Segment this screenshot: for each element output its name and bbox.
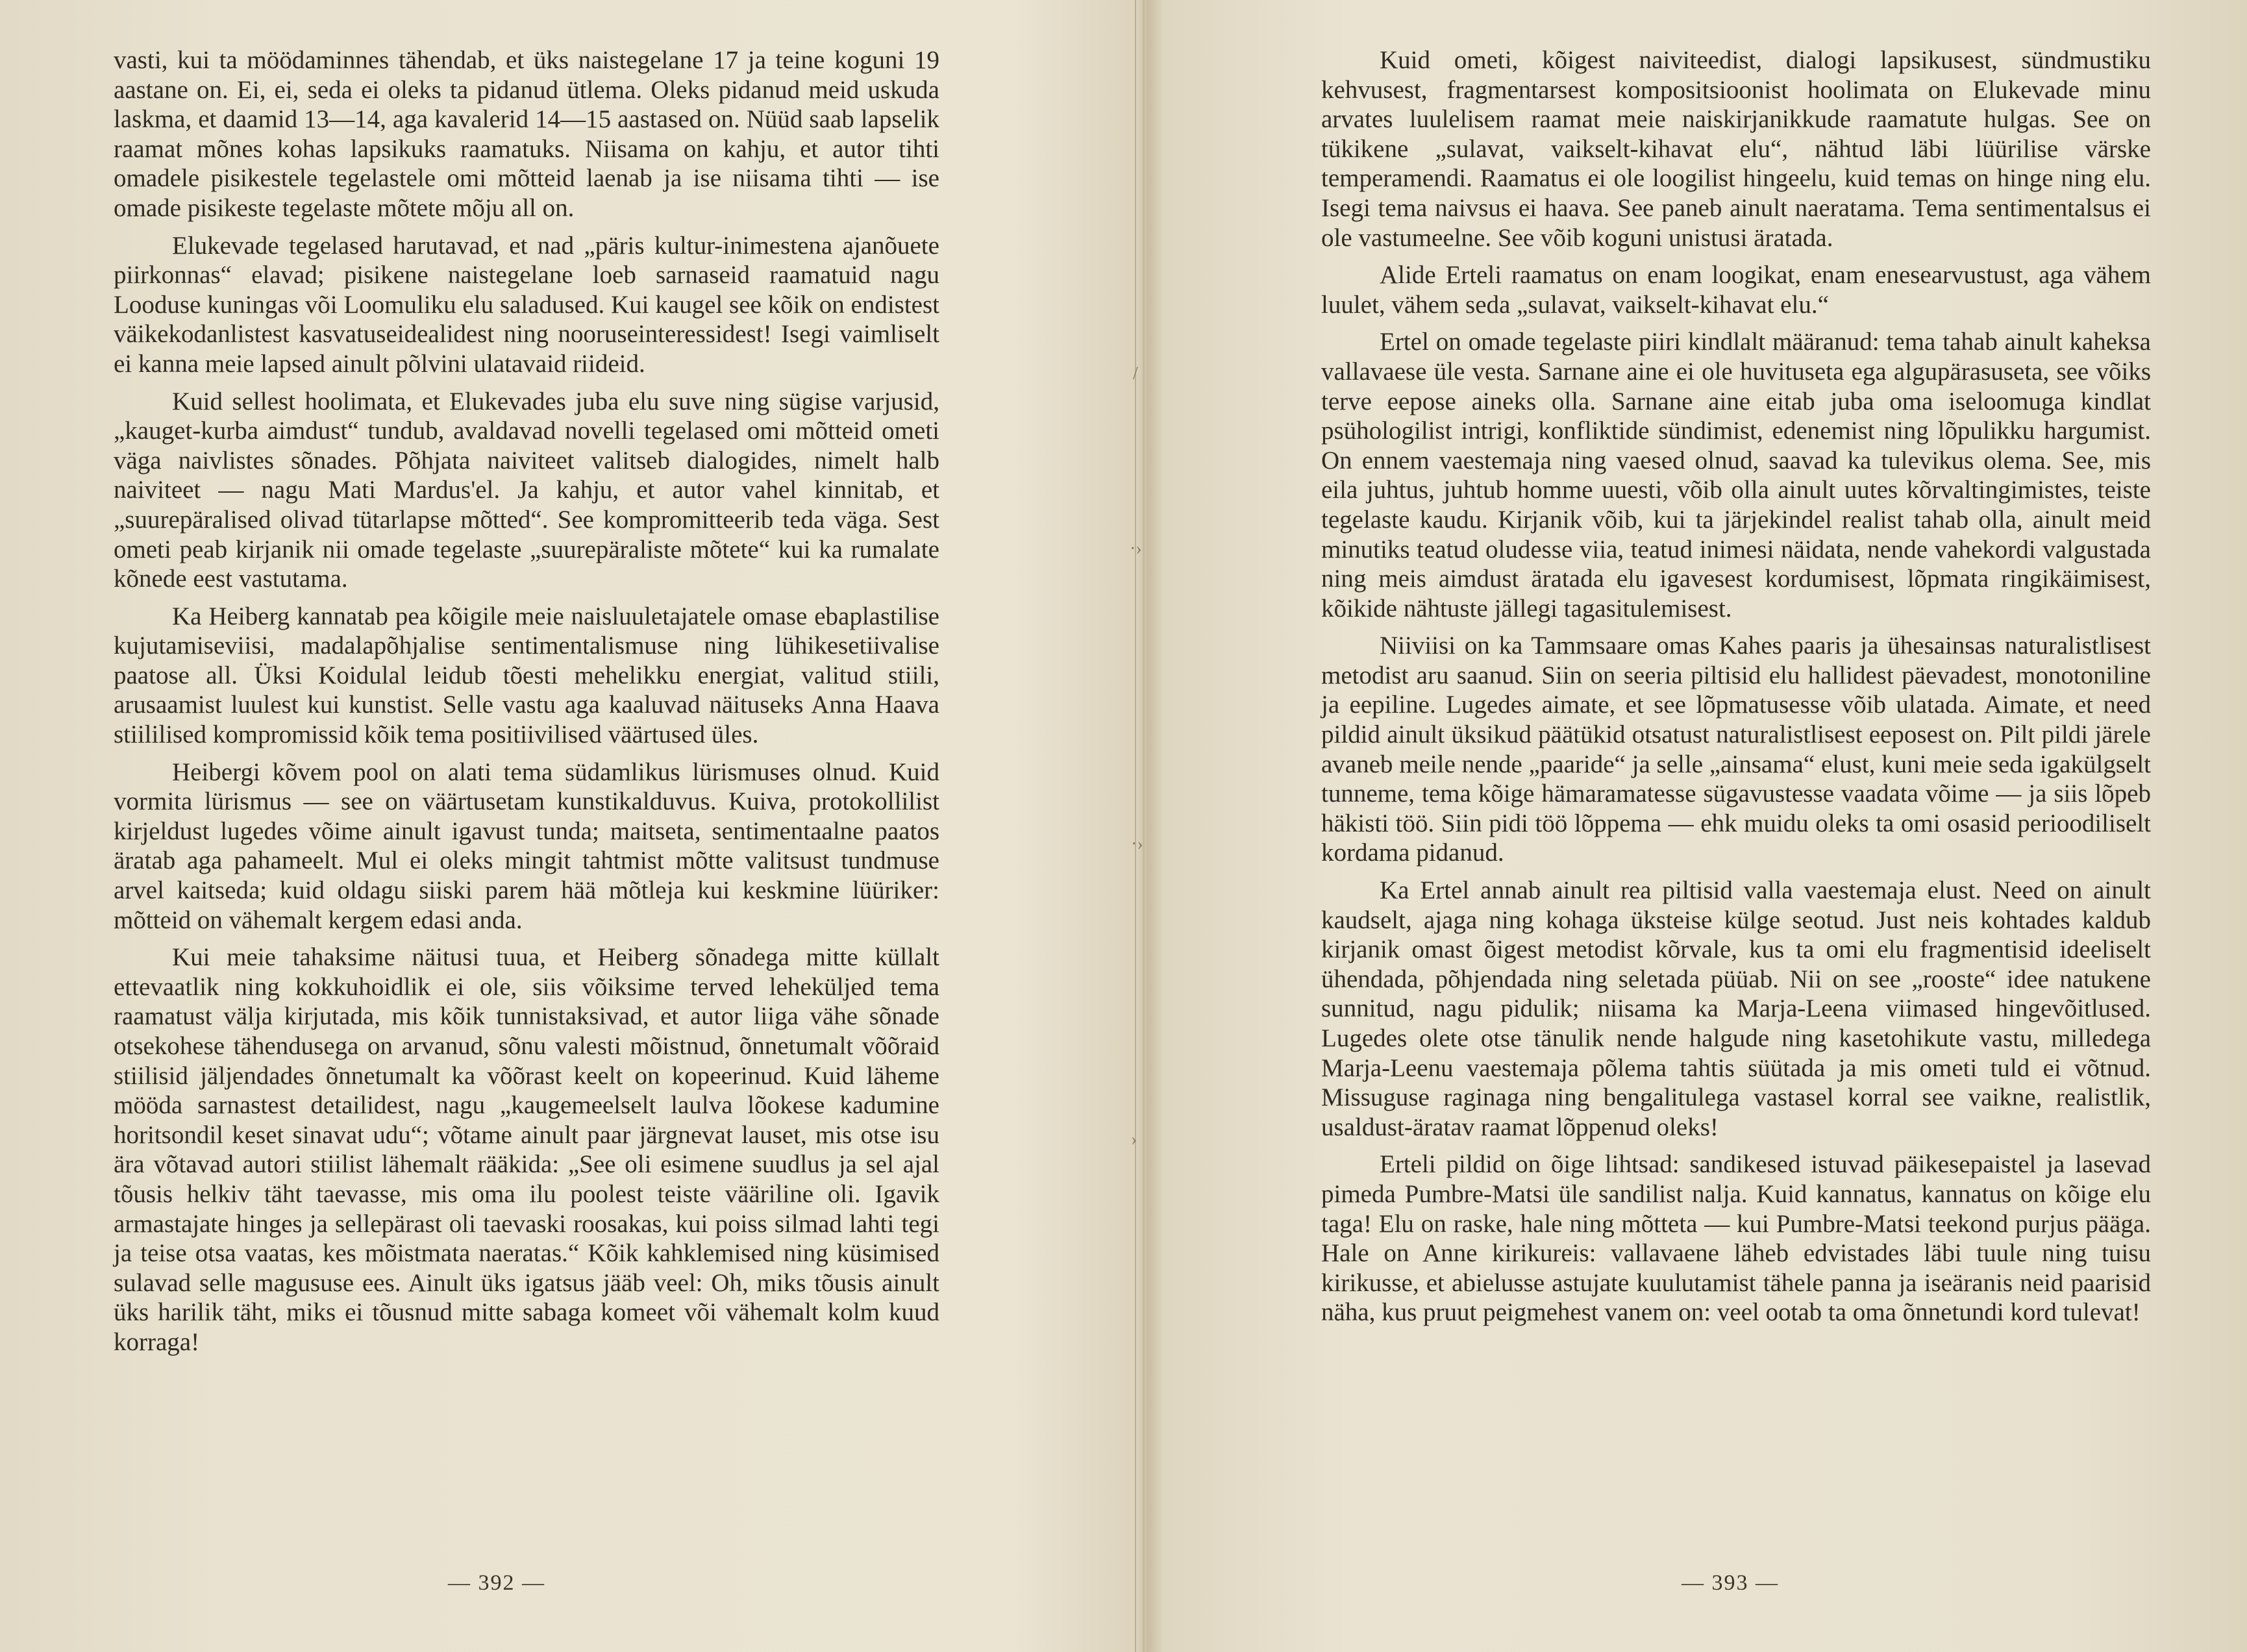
book-gutter-shadow (1143, 0, 1145, 1652)
paragraph: Kuid sellest hoolimata, et Elukevades juba elu suve ning sügise varjusid, „kauget-kurba aimdust“ tundub, avaldavad novelli tegelased omi mõtteid ometi väga naivlistes sõnades. Põhjata naiviteet valitseb dialogides, nimelt halb naiviteet — nagu Mati Mardus'el. Ja kahju, et autor vahel kinnitab, et „suurepäralised olivad tütarlapse mõtted“. See kompromitteerib teda väga. Sest ometi peab kirjanik nii omade tegelaste „suurepäraliste mõtete“ kui ka rumalate kõnede eest vastutama. (114, 387, 939, 593)
right-page-text (1321, 45, 2151, 1327)
paragraph: Heibergi kõvem pool on alati tema südamlikus lürismuses olnud. Kuid vormita lürismus — see on väärtusetam kunstikalduvus. Kuiva, protokollilist kirjeldust lugedes võime ainult igavust tunda; maitseta, sentimentaalne paatos äratab aga pahameelt. Mul ei oleks mingit tahtmist mõtte valitsust tundmuse arvel kaitseda; kuid oldagu siiski parem hää mõtleja kui keskmine lüüriker: mõtteid on vähemalt kergem edasi anda. (114, 758, 939, 934)
paragraph: Kui meie tahaksime näitusi tuua, et Heiberg sõnadega mitte küllalt ettevaatlik ning kokkuhoidlik ei ole, siis võiksime terved leheküljed tema raamatust välja kirjutada, mis kõik tunnistaksivad, et autor liiga vähe sõnade otsekohese tähendusega on arvanud, sõnu valesti mõistnud, õnnetumalt võõraid stiilisid jäljendades õnnetumalt ka võõrast keelt on kopeerinud. Kuid läheme mööda sarnastest detailidest, nagu „kaugemeelselt laulva lõokese kadumine horitsondil keset sinavat udu“; võtame ainult paar järgnevat lauset, mis otse isu ära võtavad autori stiilist lähemalt rääkida: „See oli esimene suudlus ja sel ajal tõusis helkiv täht taevasse, mis oma ilu poolest teiste vääriline oli. Igavik armastajate hinges ja sellepärast oli taevaski roosakas, kui poiss silmad lahti tegi ja teise otsa vaatas, kes mõistmata naeratas.“ Kõik kahklemised ning küsimised sulavad selle magususe ees. Ainult üks igatsus jääb veel: Oh, miks tõusis ainult üks harilik täht, miks ei tõusnud mitte sabaga komeet või vähemalt kolm kuud korraga! (114, 943, 939, 1356)
paragraph: Elukevade tegelased harutavad, et nad „päris kultur-inimestena ajanõuete piirkonnas“ elavad; pisikene naistegelane loeb sarnaseid raamatuid nagu Looduse kuningas või Loomuliku elu saladused. Kui kaugel see kõik on endistest väikekodanlistest kasvatuseidealidest ning nooruseinteressidest! Isegi vaimliselt ei kanna meie lapsed ainult põlvini ulatavaid riideid. (114, 231, 939, 378)
paragraph: vasti, kui ta möödaminnes tähendab, et üks naistegelane 17 ja teine koguni 19 aastane on. Ei, ei, seda ei oleks ta pidanud ütlema. Oleks pidanud meid uskuda laskma, et daamid 13—14, aga kavalerid 14—15 aastased on. Nüüd saab lapselik raamat mõnes kohas lapsikuks raamatuks. Niisama on kahju, et autor tihti omadele pisikestele tegelastele omi mõtteid laenab ja ise niisama tihti — ise omade pisikeste tegelaste mõtete mõju all on. (114, 46, 939, 222)
paragraph: Ka Heiberg kannatab pea kõigile meie naisluuletajatele omase ebaplastilise kujutamiseviisi, madalapõhjalise sentimentalismuse ning lühikesetiivalise paatose all. Üksi Koidulal leidub tõesti mehelikku energiat, valitud stiili, arusaamist luulest kui kunstist. Selle vastu aga kaaluvad näituseks Anna Haava stiililised kompromissid kõik tema positiivilised väärtused üles. (114, 602, 939, 749)
paragraph: Erteli pildid on õige lihtsad: sandikesed istuvad päikesepaistel ja lasevad pimeda Pumbre-Matsi üle sandilist nalja. Kuid kannatus, kannatus on kõige elu taga! Elu on raske, hale ning mõtteta — kui Pumbre-Matsi teekond purjus pääga. Hale on Anne kirikureis: vallavaene läheb edvistades läbi tuule ning tuisu kirikusse, et abielusse astujate kuulutamist tähele panna ja iseäranis neid paarisid näha, kus pruut peigmehest vanem on: veel ootab ta oma õnnetundi kord tulevat! (1321, 1150, 2151, 1327)
book-gutter (1135, 0, 1136, 1652)
page-number-right: — 393 — (1682, 1571, 1779, 1595)
gutter-mark: / (1133, 364, 1138, 384)
gutter-mark: › (1131, 1129, 1137, 1150)
gutter-mark: ·› (1131, 834, 1143, 854)
paragraph: Ertel on omade tegelaste piiri kindlalt määranud: tema tahab ainult kaheksa vallavaese üle vesta. Sarnane aine ei ole huvituseta ega algupärasuseta, see võiks terve eepose aineks olla. Sarnane aine eitab juba oma iseloomuga kindlat psühologilist intrigi, konfliktide sündimist, edenemist ning lõpulikku hargumist. On ennem vaestemaja ning vaesed olnud, saavad ka tulevikus olema. See, mis eila juhtus, juhtub homme uuesti, võib olla ainult uutes kõrvaltingimistes, teiste tegelaste kaudu. Kirjanik võib, kui ta järjekindel realist tahab olla, ainult meid minutiks teatud oludesse viia, teatud inimesi näidata, nende vahekordi valgustada ning meis aimdust äratada elu igavesest kordumisest, lõpmata ringikäimisest, kõikide nähtuste jällegi tagasitulemisest. (1321, 328, 2151, 623)
paragraph: Niiviisi on ka Tammsaare omas Kahes paaris ja ühesainsas naturalistlisest metodist aru saanud. Siin on seeria piltisid elu hallidest päevadest, monotoniline ja eepiline. Lugedes aimate, et see lõpmatusesse võib ulatada. Aimate, et need pildid ainult üksikud päätükid otsatust naturalistlisest eeposest on. Pilt pildi järele avaneb meile nende „paaride“ ja selle „ainsama“ elust, kuni meie seda igakülgselt tunneme, tema kõige hämaramatesse sügavustesse vaadata võime — ja siis lõpeb häkisti töö. Siin pidi töö lõppema — ehk muidu oleks ta omi osasid perioodiliselt kordama pidanud. (1321, 632, 2151, 867)
page-number-left: — 392 — (448, 1571, 545, 1595)
paragraph: Ka Ertel annab ainult rea piltisid valla vaestemaja elust. Need on ainult kaudselt, ajaga ning kohaga üksteise külge seotud. Just neis kohtades kaldub kirjanik omast õigest metodist kõrvale, kus ta omi elu fragmentisid ideeliselt ühendada, põhjendada ning seletada püüab. Nii on see „rooste“ idee natukene sunnitud, nagu pidulik; niisama ka Marja-Leena viimased hingevõitlused. Lugedes olete otse tänulik nende halgude ning kasetohikute vastu, milledega Marja-Leenu vaestemaja põlema tahtis süütada ja mis ometi tuld ei võtnud. Missuguse raginaga ning bengalitulega vastasel korral see vaikne, realistlik, usaldust-äratav raamat lõppenud oleks! (1321, 876, 2151, 1141)
paragraph: Kuid ometi, kõigest naiviteedist, dialogi lapsikusest, sündmustiku kehvusest, fragmentarsest kompositsioonist hoolimata on Elukevade minu arvates luulelisem raamat meie naiskirjanikkude raamatute hulgas. See on tükikene „sulavat, vaikselt-kihavat elu“, nähtud läbi lüürilise värske temperamendi. Raamatus ei ole loogilist hingeelu, kuid temas on hinge ning elu. Isegi tema naivsus ei haava. See paneb ainult naeratama. Tema sentimentalsus ei ole vastumeelne. See võib koguni unistusi äratada. (1321, 46, 2151, 252)
gutter-mark: ·› (1130, 539, 1142, 559)
left-page-text (114, 45, 939, 1357)
paragraph: Alide Erteli raamatus on enam loogikat, enam enesearvustust, aga vähem luulet, vähem seda „sulavat, vaikselt-kihavat elu.“ (1321, 261, 2151, 319)
